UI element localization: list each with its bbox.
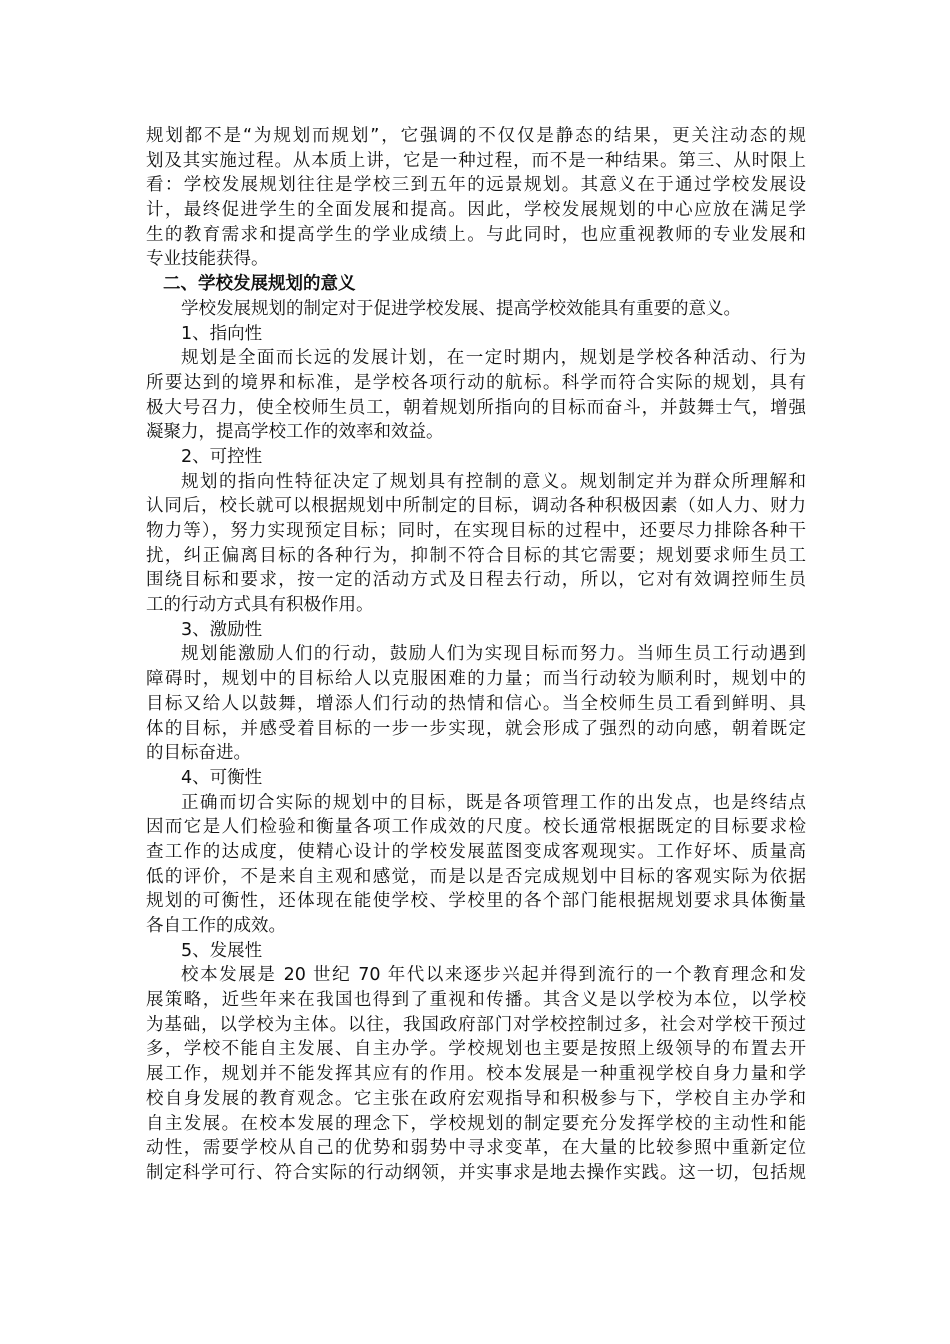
body-line: 查工作的达成度，使精心设计的学校发展蓝图变成客观现实。工作好坏、质量高 [146, 841, 806, 862]
section-heading: 二、学校发展规划的意义 [163, 274, 356, 295]
item-heading: 4、可衡性 [181, 767, 263, 788]
body-line: 划及其实施过程。从本质上讲，它是一种过程，而不是一种结果。第三、从时限上 [146, 150, 806, 171]
body-line: 规划的可衡性，还体现在能使学校、学校里的各个部门能根据规划要求具体衡量 [146, 891, 806, 912]
body-line: 自主发展。在校本发展的理念下，学校规划的制定要充分发挥学校的主动性和能 [146, 1113, 806, 1134]
body-line: 目标又给人以鼓舞，增添人们行动的热情和信心。当全校师生员工看到鲜明、具 [146, 693, 806, 714]
body-line: 物力等），努力实现预定目标；同时，在实现目标的过程中，还要尽力排除各种干 [146, 521, 806, 541]
section-intro: 学校发展规划的制定对于促进学校发展、提高学校效能具有重要的意义。 [181, 298, 741, 319]
body-line: 校自身发展的教育观念。它主张在政府宏观指导和积极参与下，学校自主办学和 [146, 1088, 806, 1109]
body-line: 扰，纠正偏离目标的各种行为，抑制不符合目标的其它需要；规划要求师生员工 [146, 545, 806, 566]
body-line: 规划的指向性特征决定了规划具有控制的意义。规划制定并为群众所理解和 [181, 471, 806, 492]
body-line: 低的评价，不是来自主观和感觉，而是以是否完成规划中目标的客观实际为依据 [146, 866, 806, 887]
body-line: 规划是全面而长远的发展计划，在一定时期内，规划是学校各种活动、行为 [181, 348, 806, 369]
body-line: 规划都不是“为规划而规划”，它强调的不仅仅是静态的结果，更关注动态的规 [146, 126, 806, 146]
body-line: 极大号召力，使全校师生员工，朝着规划所指向的目标而奋斗，并鼓舞士气，增强 [146, 397, 806, 418]
body-line: 动性，需要学校从自己的优势和弱势中寻求变革，在大量的比较参照中重新定位 [146, 1138, 806, 1159]
body-line: 体的目标，并感受着目标的一步一步实现，就会形成了强烈的动向感，朝着既定 [146, 718, 806, 739]
body-line: 展策略，近些年来在我国也得到了重视和传播。其含义是以学校为本位，以学校 [146, 990, 806, 1011]
body-line: 展工作，规划并不能发挥其应有的作用。校本发展是一种重视学校自身力量和学 [146, 1064, 806, 1085]
body-line: 生的教育需求和提高学生的学业成绩上。与此同时，也应重视教师的专业发展和 [146, 224, 806, 245]
body-line: 看：学校发展规划往往是学校三到五年的远景规划。其意义在于通过学校发展设 [146, 175, 806, 196]
body-line: 的目标奋进。 [146, 743, 251, 764]
body-line: 正确而切合实际的规划中的目标，既是各项管理工作的出发点，也是终结点 [181, 792, 806, 813]
body-line: 因而它是人们检验和衡量各项工作成效的尺度。校长通常根据既定的目标要求检 [146, 817, 806, 838]
body-line: 校本发展是 20 世纪 70 年代以来逐步兴起并得到流行的一个教育理念和发 [181, 965, 806, 986]
body-line: 障碍时，规划中的目标给人以克服困难的力量；而当行动较为顺利时，规划中的 [146, 669, 806, 690]
document-body [146, 124, 806, 1186]
body-line: 围绕目标和要求，按一定的活动方式及日程去行动，所以，它对有效调控师生员 [146, 570, 806, 591]
body-line: 规划能激励人们的行动，鼓励人们为实现目标而努力。当师生员工行动遇到 [181, 644, 806, 665]
item-heading: 3、激励性 [181, 619, 263, 640]
item-heading: 1、指向性 [181, 323, 263, 344]
body-line: 工的行动方式具有积极作用。 [146, 595, 374, 616]
body-line: 制定科学可行、符合实际的行动纲领，并实事求是地去操作实践。这一切，包括规 [146, 1162, 806, 1183]
body-line: 计，最终促进学生的全面发展和提高。因此，学校发展规划的中心应放在满足学 [146, 200, 806, 221]
body-line: 为基础，以学校为主体。以往，我国政府部门对学校控制过多，社会对学校干预过 [146, 1014, 806, 1035]
body-line: 所要达到的境界和标准，是学校各项行动的航标。科学而符合实际的规划，具有 [146, 372, 806, 393]
body-line: 凝聚力，提高学校工作的效率和效益。 [146, 422, 444, 443]
body-line: 各自工作的成效。 [146, 916, 286, 936]
body-line: 认同后，校长就可以根据规划中所制定的目标，调动各种积极因素（如人力、财力 [146, 496, 806, 517]
body-line: 专业技能获得。 [146, 249, 269, 270]
body-line: 多，学校不能自主发展、自主办学。学校规划也主要是按照上级领导的布置去开 [146, 1039, 806, 1060]
item-heading: 5、发展性 [181, 940, 263, 961]
item-heading: 2、可控性 [181, 446, 263, 467]
